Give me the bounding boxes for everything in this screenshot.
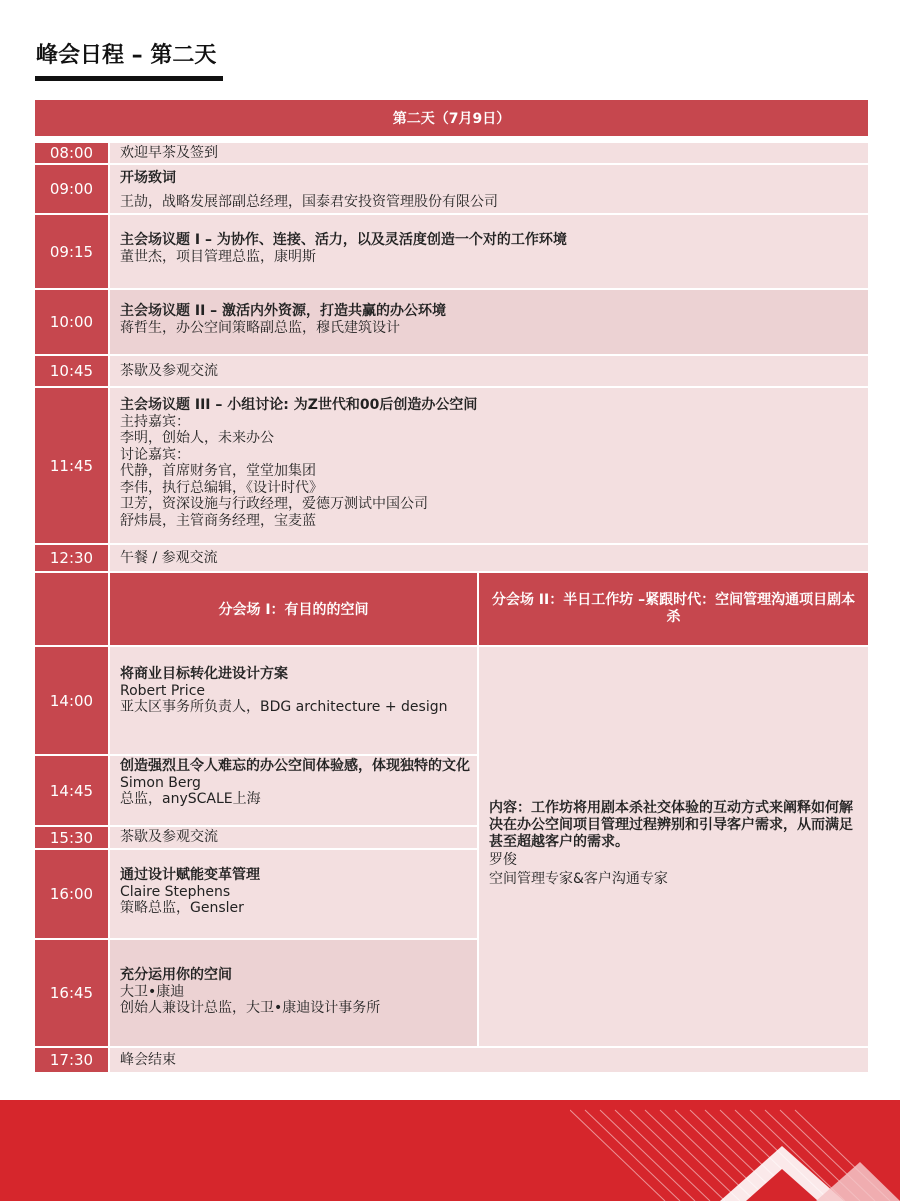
day-header: 第二天（7月9日） (35, 100, 868, 136)
session-1600-title: 通过设计赋能变革管理 (120, 867, 260, 883)
session-1645 (110, 940, 477, 1046)
workshop-line-1: 罗俊 (489, 852, 517, 868)
session-1000 (110, 290, 868, 354)
session-1445 (110, 756, 477, 825)
session-0900-line-1: 王劼，战略发展部副总经理，国泰君安投资管理股份有限公司 (120, 193, 498, 210)
page-title: 峰会日程 – 第二天 (36, 43, 217, 68)
session-1445-line-2: 总监，anySCALE上海 (120, 791, 261, 807)
time-1045: 10:45 (35, 356, 108, 386)
session-1530-line-1: 茶歇及参观交流 (120, 829, 218, 846)
session-0915 (110, 215, 868, 288)
time-0800: 08:00 (35, 143, 108, 163)
session-1045 (110, 356, 868, 386)
time-1730: 17:30 (35, 1048, 108, 1072)
time-1400: 14:00 (35, 647, 108, 754)
session-1400-line-1: Robert Price (120, 682, 206, 699)
session-1400-title: 将商业目标转化进设计方案 (120, 666, 288, 682)
session-1000-title: 主会场议题 II – 激活内外资源，打造共赢的办公环境 (120, 303, 447, 319)
session-0800-line-1: 欢迎早茶及签到 (120, 144, 218, 161)
footer-pattern-icon (570, 1100, 900, 1201)
session-1145-line-2: 李明，创始人，未来办公 (120, 430, 274, 446)
session-1645-title: 充分运用你的空间 (120, 967, 232, 983)
session-1730 (110, 1048, 868, 1072)
session-1445-line-1: Simon Berg (120, 774, 201, 791)
breakout-time-header (35, 573, 108, 645)
session-0900-title: 开场致词 (120, 170, 176, 186)
session-1230 (110, 545, 868, 571)
session-1000-line-1: 蒋哲生，办公空间策略副总监，穆氏建筑设计 (120, 319, 400, 336)
footer-band (0, 1100, 900, 1201)
session-1045-line-1: 茶歇及参观交流 (120, 362, 218, 379)
session-1645-line-2: 创始人兼设计总监，大卫•康迪设计事务所 (120, 1000, 381, 1016)
time-1530: 15:30 (35, 827, 108, 848)
session-1145-title: 主会场议题 III – 小组讨论: 为Z世代和00后创造办公空间 (120, 397, 478, 413)
track2-header-label: 分会场 II：半日工作坊 –紧跟时代：空间管理沟通项目剧本杀 (491, 592, 856, 625)
session-1145-line-1: 主持嘉宾： (120, 413, 190, 430)
track2-header (479, 573, 868, 645)
schedule-table (35, 100, 868, 1072)
session-1445-title: 创造强烈且令人难忘的办公空间体验感，体现独特的文化 (120, 758, 470, 774)
time-0900: 09:00 (35, 165, 108, 213)
time-1145: 11:45 (35, 388, 108, 543)
session-1145-line-3: 讨论嘉宾： (120, 446, 190, 463)
workshop-line-2: 空间管理专家&客户沟通专家 (489, 871, 668, 887)
session-0915-line-1: 董世杰，项目管理总监，康明斯 (120, 248, 316, 265)
time-1445: 14:45 (35, 756, 108, 825)
session-1600-line-2: 策略总监，Gensler (120, 900, 244, 916)
workshop-description: 内容：工作坊将用剧本杀社交体验的互动方式来阐释如何解决在办公空间项目管理过程辨别和引导客户需求，从而满足甚至超越客户的需求。 (489, 800, 853, 850)
time-1600: 16:00 (35, 850, 108, 938)
session-1400 (110, 647, 477, 754)
session-1600 (110, 850, 477, 938)
track1-header: 分会场 I：有目的的空间 (110, 573, 477, 645)
session-1145-line-5: 李伟，执行总编辑，《设计时代》 (120, 479, 323, 496)
session-1400-line-2: 亚太区事务所负责人，BDG architecture + design (120, 699, 448, 715)
time-1645: 16:45 (35, 940, 108, 1046)
session-1730-line-1: 峰会结束 (120, 1051, 176, 1068)
time-0915: 09:15 (35, 215, 108, 288)
session-1600-line-1: Claire Stephens (120, 883, 231, 900)
session-1645-line-1: 大卫•康迪 (120, 983, 185, 1000)
workshop-session (479, 647, 868, 1046)
title-underline (35, 76, 223, 81)
session-0915-title: 主会场议题 I – 为协作、连接、活力，以及灵活度创造一个对的工作环境 (120, 232, 567, 248)
session-1530 (110, 827, 477, 848)
session-0900 (110, 165, 868, 213)
session-1230-line-1: 午餐 / 参观交流 (120, 549, 218, 566)
session-1145-line-4: 代静，首席财务官，堂堂加集团 (120, 463, 316, 479)
time-1000: 10:00 (35, 290, 108, 354)
session-1145-line-7: 舒炜晨，主管商务经理，宝麦蓝 (120, 512, 316, 529)
session-0800 (110, 143, 868, 163)
session-1145-line-6: 卫芳，资深设施与行政经理，爱德万测试中国公司 (120, 496, 428, 512)
session-1145 (110, 388, 868, 543)
time-1230: 12:30 (35, 545, 108, 571)
